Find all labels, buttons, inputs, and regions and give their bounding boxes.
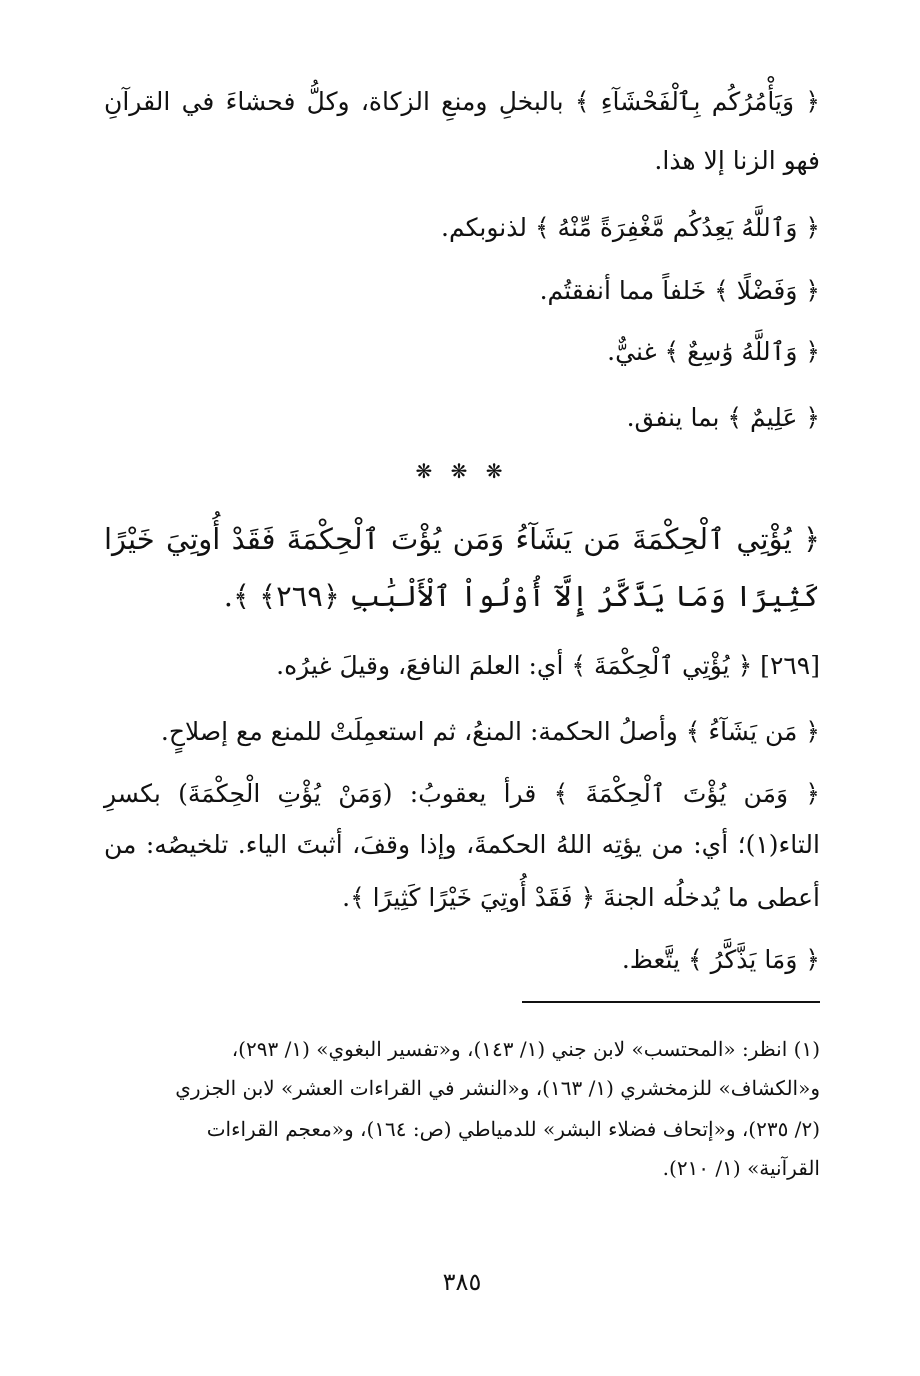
verse-line-2: كَثِيرًا وَمَا يَذَّكَّرُ إِلَّآ أُوْلُواْ ٱلْأَلْبَٰبِ ﴿٢٦٩﴾ ﴾.	[223, 579, 820, 613]
body-line-4: ﴿ وَفَضْلًا ﴾ خَلفاً مما أنفقتُم.	[539, 276, 820, 305]
commentary-line-4: التاء(١)؛ أي: من يؤتِه اللهُ الحكمةَ، وإذا وقفَ، أثبتَ الياء. تلخيصُه: من	[104, 830, 820, 859]
body-line-6: ﴿ عَلِيمٌ ﴾ بما ينفق.	[626, 403, 820, 432]
body-line-5: ﴿ وَٱللَّهُ وَٰسِعٌ ﴾ غنيٌّ.	[607, 337, 820, 366]
footnote-divider	[522, 1001, 820, 1003]
footnote-line-3: (٢/ ٢٣٥)، و«إتحاف فضلاء البشر» للدمياطي (ص: ١٦٤)، و«معجم القراءات	[206, 1117, 820, 1141]
page-content	[104, 0, 820, 1376]
page-number: ٣٨٥	[442, 1268, 482, 1296]
footnote-line-1: (١) انظر: «المحتسب» لابن جني (١/ ١٤٣)، و«تفسير البغوي» (١/ ٢٩٣)،	[231, 1037, 820, 1061]
commentary-line-1: [٢٦٩] ﴿ يُؤْتِي ٱلْحِكْمَةَ ﴾ أي: العلمَ النافعَ، وقيلَ غيرُه.	[276, 651, 820, 680]
body-line-2: فهو الزنا إلا هذا.	[654, 146, 820, 175]
commentary-line-5: أعطى ما يُدخلُه الجنةَ ﴿ فَقَدْ أُوتِيَ خَيْرًا كَثِيرًا ﴾.	[342, 883, 820, 912]
section-separator: ❋ ❋ ❋	[415, 459, 509, 483]
commentary-line-3: ﴿ وَمَن يُؤْتَ ٱلْحِكْمَةَ ﴾ قرأ يعقوبُ: (وَمَنْ يُؤْتِ الْحِكْمَةَ) بكسرِ	[104, 779, 820, 808]
commentary-line-2: ﴿ مَن يَشَآءُ ﴾ وأصلُ الحكمة: المنعُ، ثم استعمِلَتْ للمنع مع إصلاحٍ.	[160, 717, 820, 746]
commentary-line-6: ﴿ وَمَا يَذَّكَّرُ ﴾ يتَّعظ.	[621, 945, 820, 974]
body-line-1: ﴿ وَيَأْمُرُكُم بِٱلْفَحْشَآءِ ﴾ بالبخلِ ومنعِ الزكاة، وكلُّ فحشاءَ في القرآنِ	[104, 87, 820, 116]
footnote-line-4: القرآنية» (١/ ٢١٠).	[662, 1156, 820, 1180]
footnote-line-2: و«الكشاف» للزمخشري (١/ ١٦٣)، و«النشر في القراءات العشر» لابن الجزري	[175, 1076, 820, 1100]
verse-line-1: ﴿ يُؤْتِي ٱلْحِكْمَةَ مَن يَشَآءُ وَمَن يُؤْتَ ٱلْحِكْمَةَ فَقَدْ أُوتِيَ خَيْرًا	[104, 522, 820, 556]
body-line-3: ﴿ وَٱللَّهُ يَعِدُكُم مَّغْفِرَةً مِّنْهُ ﴾ لذنوبكم.	[441, 213, 820, 242]
